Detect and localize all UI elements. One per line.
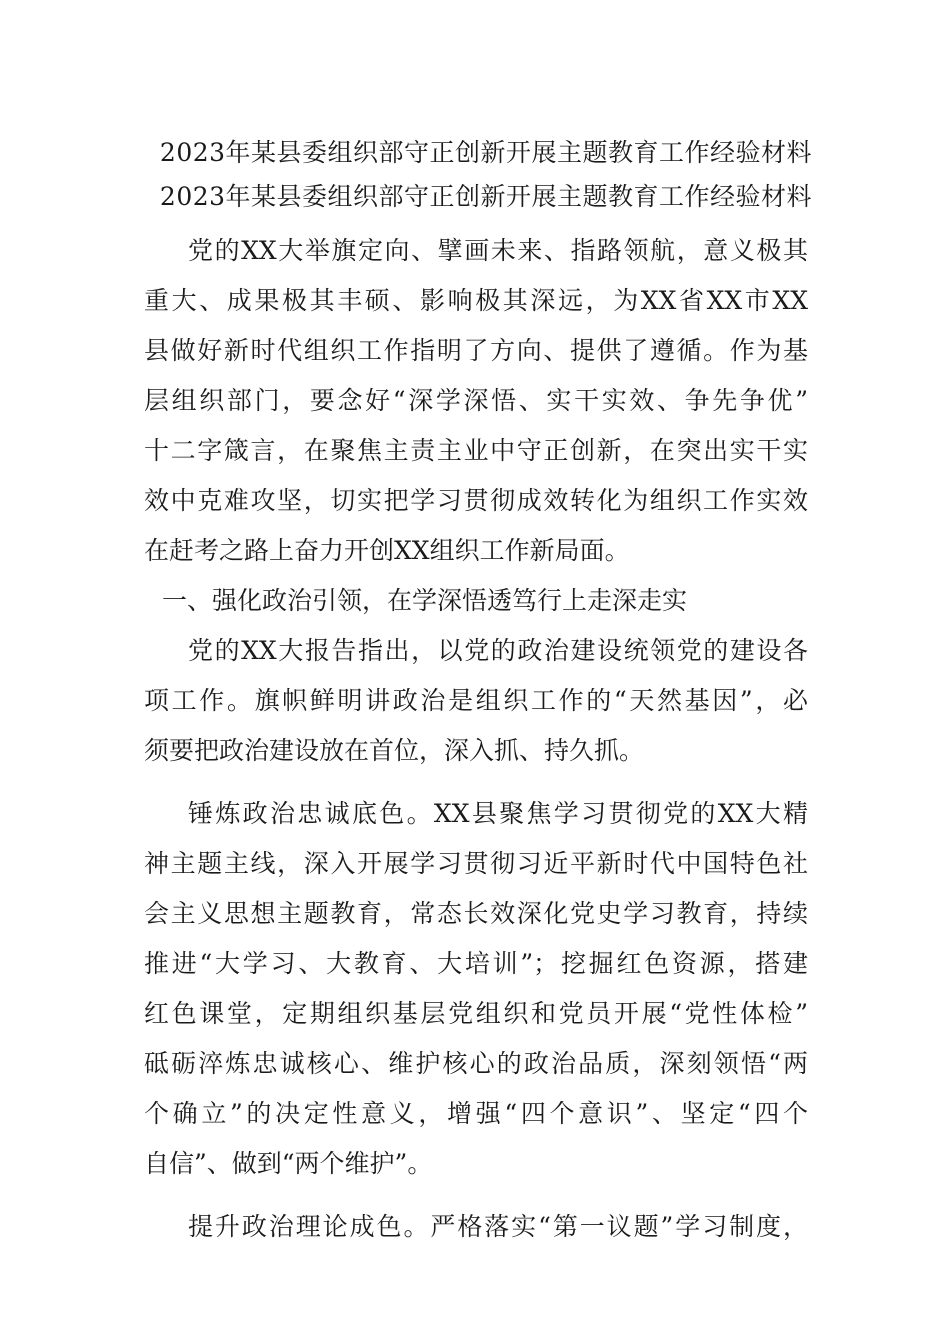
paragraph-line: 神主题主线，深入开展学习贯彻习近平新时代中国特色社 bbox=[144, 849, 808, 878]
paragraph-spacer bbox=[144, 1189, 808, 1202]
paragraph-line: 推进“大学习、大教育、大培训”；挖掘红色资源，搭建 bbox=[144, 949, 808, 978]
paragraph-line: 十二字箴言，在聚焦主责主业中守正创新，在突出实干实 bbox=[144, 436, 808, 465]
paragraph-line: 个确立”的决定性意义，增强“四个意识”、坚定“四个 bbox=[144, 1099, 808, 1128]
document-title: 2023年某县委组织部守正创新开展主题教育工作经验材料 bbox=[159, 138, 813, 167]
document-title-repeat: 2023年某县委组织部守正创新开展主题教育工作经验材料 bbox=[159, 182, 813, 211]
paragraph-line: 党的XX大报告指出，以党的政治建设统领党的建设各 bbox=[188, 636, 808, 665]
paragraph-line: 会主义思想主题教育，常态长效深化党史学习教育，持续 bbox=[144, 899, 808, 928]
paragraph-line: 项工作。旗帜鲜明讲政治是组织工作的“天然基因”，必 bbox=[144, 686, 808, 715]
paragraph-line: 效中克难攻坚，切实把学习贯彻成效转化为组织工作实效 bbox=[144, 486, 808, 515]
paragraph-line: 红色课堂，定期组织基层党组织和党员开展“党性体检” bbox=[144, 999, 808, 1028]
paragraph-line: 提升政治理论成色。严格落实“第一议题”学习制度， bbox=[188, 1212, 808, 1241]
paragraph-line: 党的XX大举旗定向、擘画未来、指路领航，意义极其 bbox=[188, 236, 808, 265]
paragraph-line: 自信”、做到“两个维护”。 bbox=[144, 1149, 433, 1178]
paragraph-line: 须要把政治建设放在首位，深入抓、持久抓。 bbox=[144, 736, 645, 765]
document-body bbox=[144, 226, 808, 1252]
theory-paragraph bbox=[144, 1202, 808, 1252]
paragraph-line: 在赶考之路上奋力开创XX组织工作新局面。 bbox=[144, 536, 630, 565]
loyalty-paragraph bbox=[144, 789, 808, 1189]
paragraph-spacer bbox=[144, 776, 808, 789]
paragraph-line: 砥砺淬炼忠诚核心、维护核心的政治品质，深刻领悟“两 bbox=[144, 1049, 808, 1078]
paragraph-line: 县做好新时代组织工作指明了方向、提供了遵循。作为基 bbox=[144, 336, 808, 365]
section1-paragraph bbox=[144, 626, 808, 776]
paragraph-line: 锤炼政治忠诚底色。XX县聚焦学习贯彻党的XX大精 bbox=[188, 799, 808, 828]
section-heading: 一、强化政治引领，在学深悟透笃行上走深走实 bbox=[162, 586, 688, 615]
intro-paragraph bbox=[144, 226, 808, 576]
paragraph-line: 重大、成果极其丰硕、影响极其深远，为XX省XX市XX bbox=[144, 286, 808, 315]
document-title-block bbox=[0, 131, 950, 219]
paragraph-line: 层组织部门，要念好“深学深悟、实干实效、争先争优” bbox=[144, 386, 808, 415]
